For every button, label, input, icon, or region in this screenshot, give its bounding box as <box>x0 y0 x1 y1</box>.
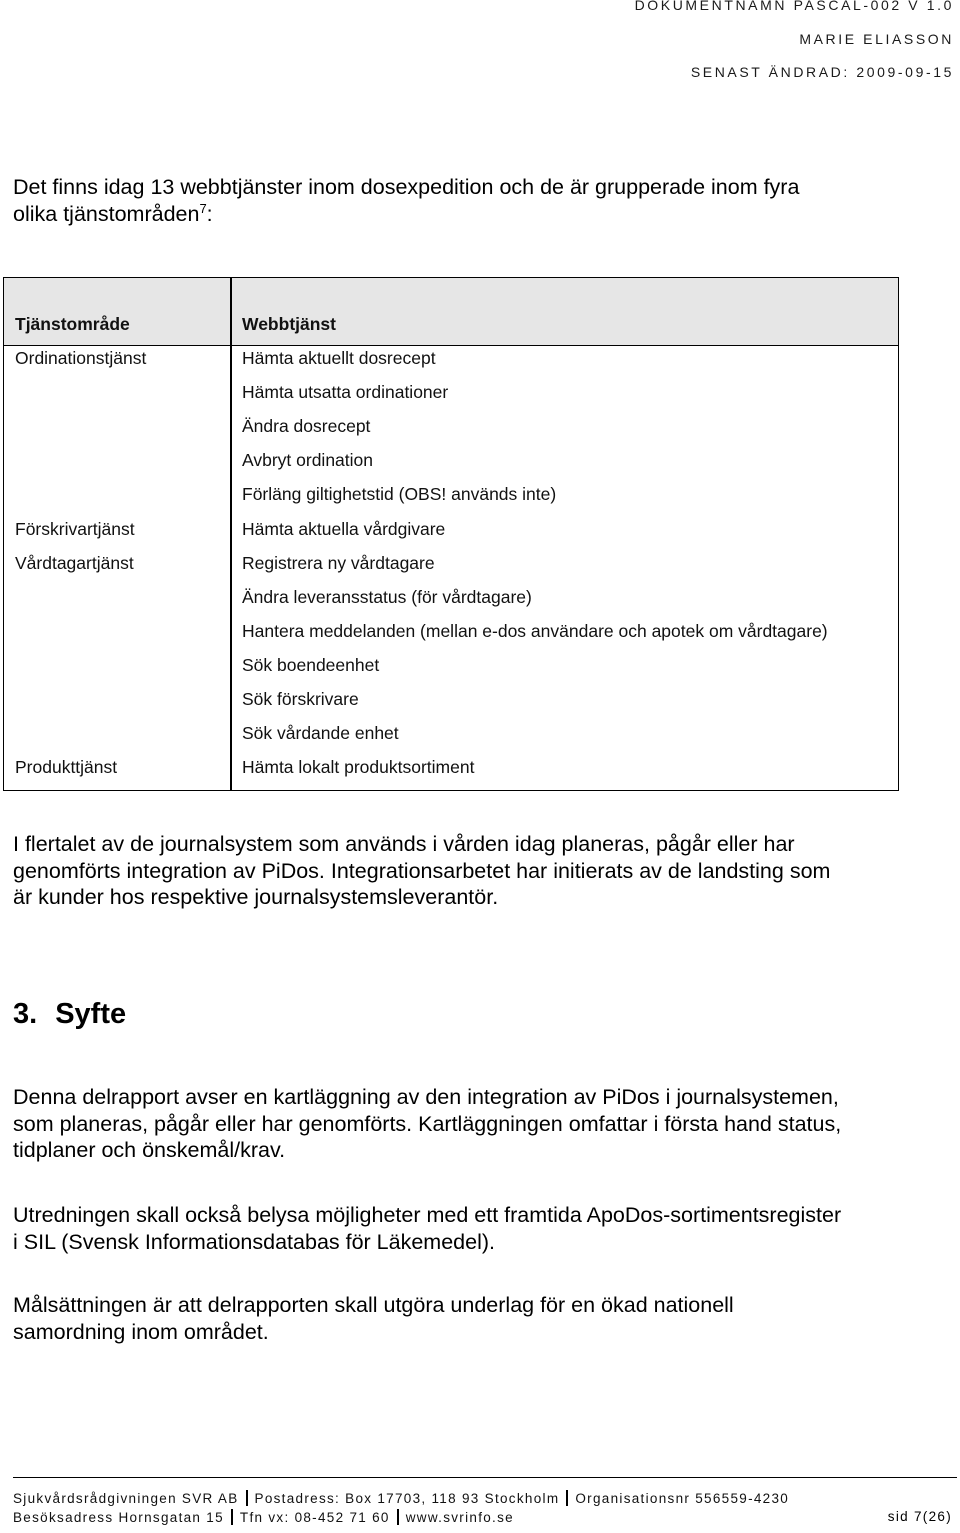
footer-website: www.svrinfo.se <box>405 1510 514 1525</box>
section-title: Syfte <box>55 998 127 1030</box>
paragraph-line: som planeras, pågår eller har genomförts. Kartläggningen omfattar i första hand status, <box>13 1111 842 1136</box>
footer-separator <box>397 1509 399 1525</box>
table-cell-service-area: Ordinationstjänst <box>15 348 147 368</box>
section-number: 3. <box>13 998 38 1030</box>
table-cell-service-area: Produkttjänst <box>15 757 118 777</box>
footer-phone: Tfn vx: 08-452 71 60 <box>239 1510 390 1525</box>
footer-postal-address: Postadress: Box 17703, 118 93 Stockholm <box>254 1491 560 1506</box>
paragraph-line: Denna delrapport avser en kartläggning av den integration av PiDos i journalsystemen, <box>13 1085 839 1109</box>
purpose-paragraph-1 <box>13 1084 933 1164</box>
footer-company: Sjukvårdsrådgivningen SVR AB <box>13 1491 239 1506</box>
table-cell-web-service: Hämta utsatta ordinationer <box>242 382 449 402</box>
table-cell-web-service: Hämta aktuella vårdgivare <box>242 519 446 539</box>
paragraph-line: genomförts integration av PiDos. Integrationsarbetet har initierats av de landsting som <box>13 858 831 883</box>
footer-line-2 <box>13 1509 514 1525</box>
paragraph-line: är kunder hos respektive journalsystemsleverantör. <box>13 885 499 909</box>
table-cell-service-area: Vårdtagartjänst <box>15 553 134 573</box>
table-cell-service-area: Förskrivartjänst <box>15 519 135 539</box>
footer-visit-address: Besöksadress Hornsgatan 15 <box>13 1510 224 1525</box>
table-cell-web-service: Sök boendeenhet <box>242 655 380 675</box>
footer-org-number: Organisationsnr 556559-4230 <box>575 1491 790 1506</box>
table-cell-web-service: Sök vårdande enhet <box>242 723 399 743</box>
service-table <box>3 277 899 791</box>
footer-divider <box>13 1477 957 1478</box>
header-web-service: Webbtjänst <box>242 314 336 334</box>
integration-paragraph <box>13 831 933 911</box>
author-name: MARIE ELIASSON <box>799 31 954 47</box>
table-cell-web-service: Registrera ny vårdtagare <box>242 553 435 573</box>
footer-separator <box>231 1509 233 1525</box>
table-cell-web-service: Sök förskrivare <box>242 689 359 709</box>
header-service-area: Tjänstområde <box>15 314 130 334</box>
page-number: sid 7(26) <box>887 1509 952 1524</box>
table-cell-web-service: Hantera meddelanden (mellan e-dos användare och apotek om vårdtagare) <box>242 621 828 641</box>
paragraph-line: i SIL (Svensk Informationsdatabas för Läkemedel). <box>13 1229 495 1254</box>
column-divider <box>230 278 232 790</box>
table-cell-web-service: Ändra dosrecept <box>242 416 371 436</box>
section-heading <box>13 998 126 1031</box>
paragraph-line: samordning inom området. <box>13 1319 269 1344</box>
table-header-row <box>4 278 898 346</box>
intro-line-2: olika tjänstområden <box>13 201 200 226</box>
intro-paragraph <box>13 174 933 227</box>
table-cell-web-service: Förläng giltighetstid (OBS! används inte) <box>242 484 557 504</box>
purpose-paragraph-3 <box>13 1292 933 1345</box>
footer-separator <box>246 1490 248 1506</box>
last-changed-date: SENAST ÄNDRAD: 2009-09-15 <box>690 64 954 80</box>
table-cell-web-service: Hämta lokalt produktsortiment <box>242 757 475 777</box>
intro-line-1: Det finns idag 13 webbtjänster inom dosexpedition och de är grupperade inom fyra <box>13 175 800 199</box>
paragraph-line: I flertalet av de journalsystem som används i vården idag planeras, pågår eller har <box>13 832 795 856</box>
purpose-paragraph-2 <box>13 1202 933 1255</box>
footer-separator <box>566 1490 568 1506</box>
document-name: DOKUMENTNAMN PASCAL-002 V 1.0 <box>634 0 954 13</box>
table-cell-web-service: Hämta aktuellt dosrecept <box>242 348 436 368</box>
table-cell-web-service: Avbryt ordination <box>242 450 374 470</box>
table-cell-web-service: Ändra leveransstatus (för vårdtagare) <box>242 587 532 607</box>
footnote-reference: 7 <box>199 200 207 216</box>
paragraph-line: tidplaner och önskemål/krav. <box>13 1138 286 1162</box>
footer-line-1 <box>13 1490 789 1506</box>
paragraph-line: Utredningen skall också belysa möjligheter med ett framtida ApoDos-sortimentsregister <box>13 1203 842 1227</box>
paragraph-line: Målsättningen är att delrapporten skall utgöra underlag för en ökad nationell <box>13 1293 734 1317</box>
intro-line-2-end: : <box>206 201 213 226</box>
